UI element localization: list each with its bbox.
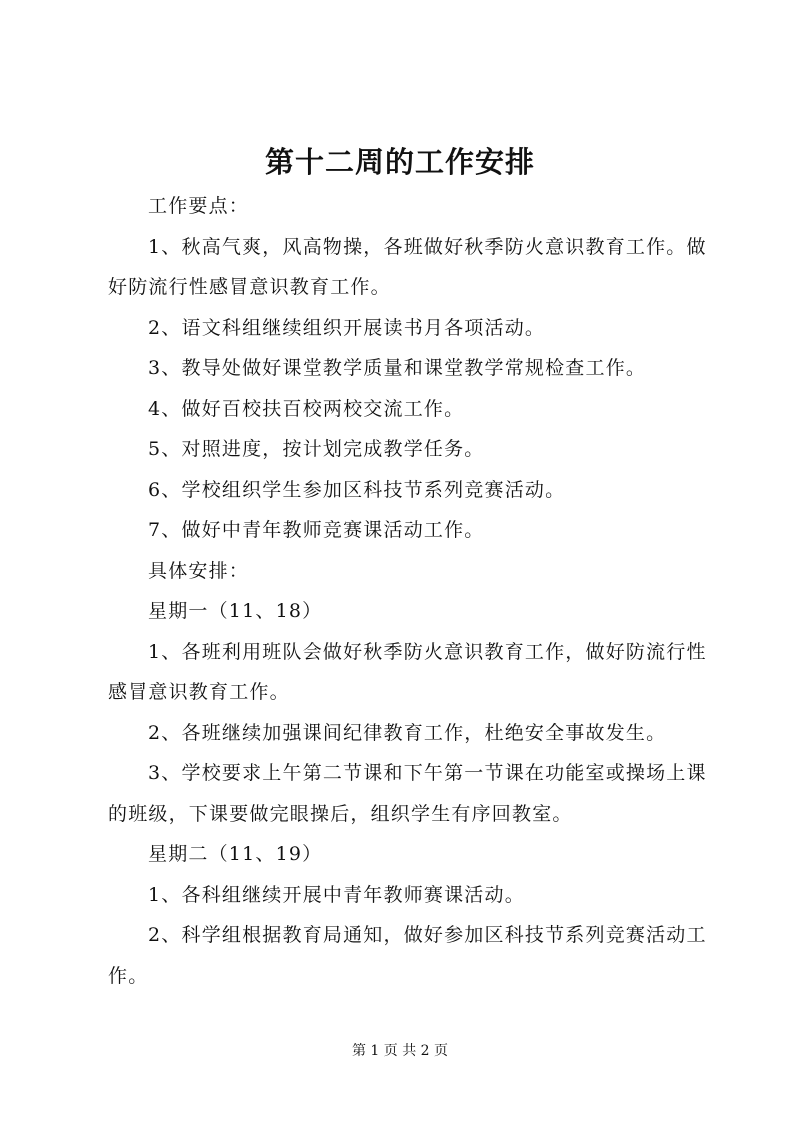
paragraph-key-point-6: 6、学校组织学生参加区科技节系列竞赛活动。 [148,478,566,501]
paragraph-day-heading-monday: 星期一（11、18） [148,600,323,622]
paragraph-monday-item-2: 2、各班继续加强课间纪律教育工作，杜绝安全事故发生。 [148,721,667,744]
paragraph-day-heading-tuesday: 星期二（11、19） [148,843,323,865]
page-title: 第十二周的工作安排 [264,145,535,179]
paragraph-monday-item-3: 3、学校要求上午第二节课和下午第一节课在功能室或操场上课的班级，下课要做完眼操后，组织学生有序回教室。 [108,762,707,825]
paragraph-key-point-2: 2、语文科组继续组织开展读书月各项活动。 [148,316,546,339]
paragraph-section-heading-schedule: 具体安排： [148,559,250,582]
paragraph-section-heading-key-points: 工作要点： [148,195,250,217]
paragraph-tuesday-item-1: 1、各科组继续开展中青年教师赛课活动。 [148,883,525,906]
paragraph-key-point-1: 1、秋高气爽，风高物操，各班做好秋季防火意识教育工作。做好防流行性感冒意识教育工作。 [108,235,707,298]
paragraph-key-point-7: 7、做好中青年教师竞赛课活动工作。 [148,519,485,541]
paragraph-key-point-4: 4、做好百校扶百校两校交流工作。 [148,397,465,420]
paragraph-tuesday-item-2: 2、科学组根据教育局通知，做好参加区科技节系列竞赛活动工作。 [108,924,707,987]
paragraph-monday-item-1: 1、各班利用班队会做好秋季防火意识教育工作，做好防流行性感冒意识教育工作。 [108,640,707,703]
document-body [108,186,708,996]
paragraph-key-point-3: 3、教导处做好课堂教学质量和课堂教学常规检查工作。 [148,357,647,379]
paragraph-key-point-5: 5、对照进度，按计划完成教学任务。 [148,438,485,460]
page-footer: 第 1 页 共 2 页 [351,1043,449,1059]
